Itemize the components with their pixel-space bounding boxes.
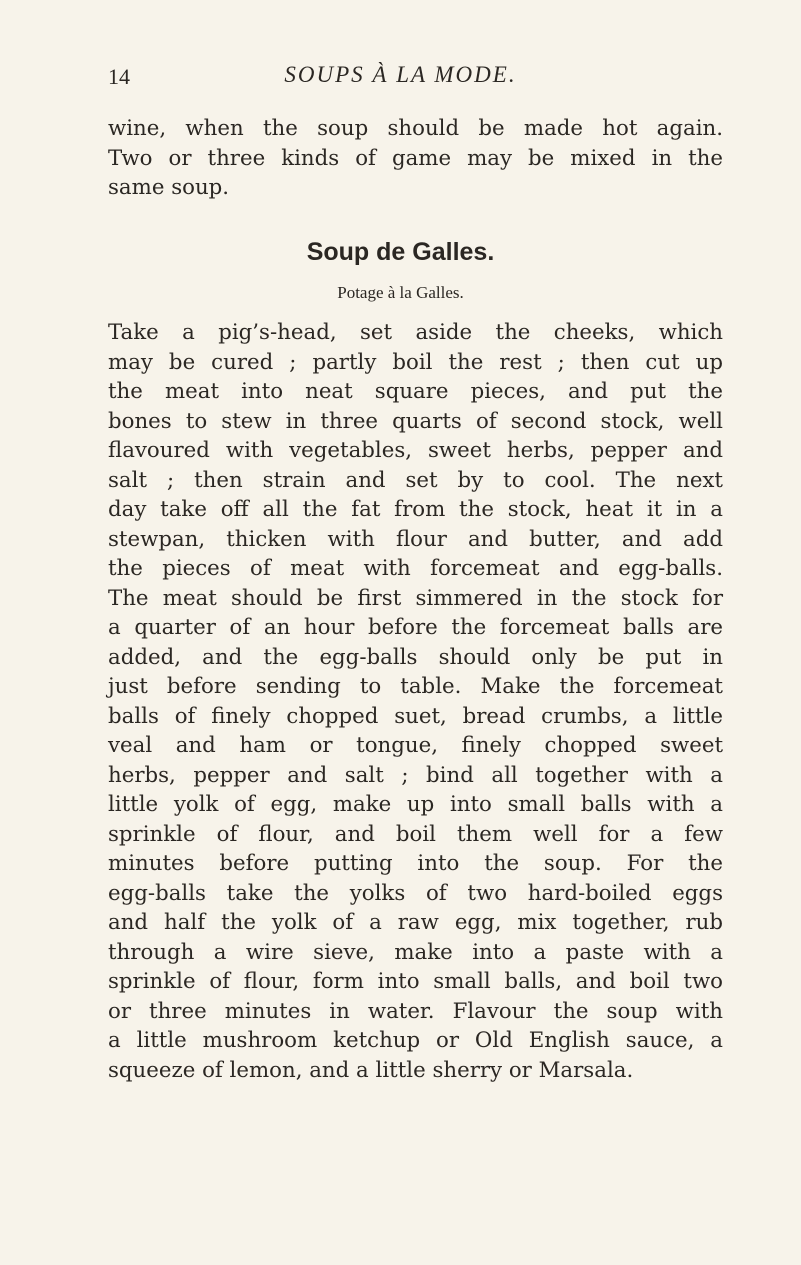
text-line: wine, when the soup should be made hot again. <box>108 116 723 141</box>
text-line: may be cured ; partly boil the rest ; then cut up <box>108 349 723 375</box>
page-number: 14 <box>108 64 130 89</box>
text-line: balls of finely chopped suet, bread crumbs, a little <box>108 703 723 729</box>
text-line: added, and the egg-balls should only be put in <box>108 644 723 670</box>
text-line: egg-balls take the yolks of two hard-boiled eggs <box>108 880 723 906</box>
text-line: squeeze of lemon, and a little sherry or Marsala. <box>108 1057 634 1083</box>
page-header <box>0 62 801 92</box>
recipe-subtitle: Potage à la Galles. <box>337 283 464 302</box>
text-line: sprinkle of flour, and boil them well for a few <box>108 821 723 847</box>
text-line: day take off all the fat from the stock, heat it in a <box>108 497 723 522</box>
recipe-title: Soup de Galles. <box>306 238 495 266</box>
text-line: little yolk of egg, make up into small balls with a <box>108 792 723 817</box>
text-line: flavoured with vegetables, sweet herbs, pepper and <box>108 438 723 463</box>
text-line: salt ; then strain and set by to cool. The next <box>108 467 723 493</box>
text-line: or three minutes in water. Flavour the soup with <box>108 998 723 1024</box>
text-line: same soup. <box>108 175 230 200</box>
text-line: herbs, pepper and salt ; bind all together with a <box>108 762 723 788</box>
text-line: sprinkle of flour, form into small balls, and boil two <box>108 969 723 994</box>
text-line: a quarter of an hour before the forcemeat balls are <box>108 615 723 640</box>
text-line: stewpan, thicken with flour and butter, and add <box>108 526 723 552</box>
text-line: just before sending to table. Make the forcemeat <box>108 674 723 699</box>
text-line: veal and ham or tongue, finely chopped sweet <box>108 733 723 758</box>
text-line: through a wire sieve, make into a paste with a <box>108 939 723 965</box>
text-line: and half the yolk of a raw egg, mix together, rub <box>108 910 723 935</box>
text-line: bones to stew in three quarts of second stock, well <box>108 408 723 434</box>
text-line: the pieces of meat with forcemeat and egg-balls. <box>108 556 723 581</box>
text-line: a little mushroom ketchup or Old English sauce, a <box>108 1028 723 1053</box>
intro-paragraph <box>108 114 723 203</box>
running-head: SOUPS À LA MODE. <box>284 62 517 87</box>
text-line: The meat should be first simmered in the stock for <box>108 585 723 611</box>
text-line: minutes before putting into the soup. For the <box>108 851 723 876</box>
recipe-paragraph <box>108 318 723 1085</box>
text-line: Two or three kinds of game may be mixed in the <box>108 145 723 171</box>
text-line: the meat into neat square pieces, and put the <box>108 379 723 404</box>
text-line: Take a pig’s-head, set aside the cheeks, which <box>108 320 723 345</box>
